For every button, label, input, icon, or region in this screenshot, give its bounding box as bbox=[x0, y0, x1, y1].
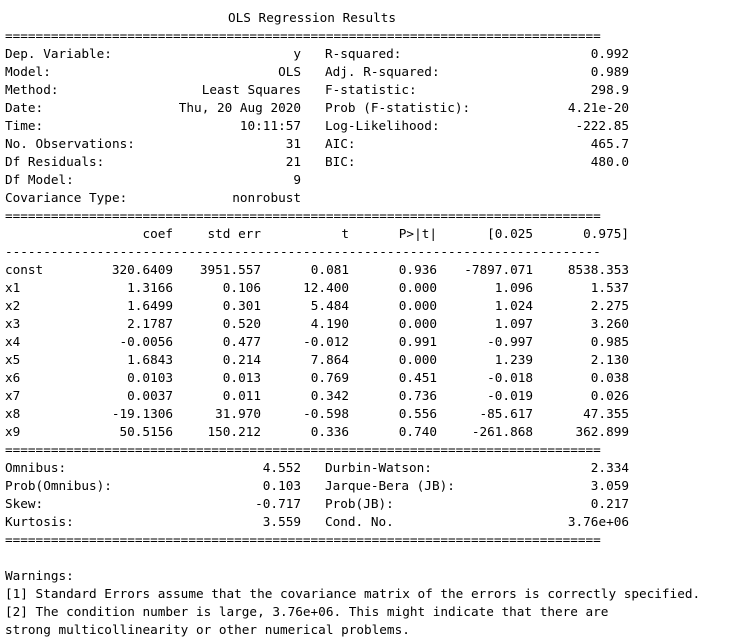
t-cell: 0.081 bbox=[310, 262, 349, 277]
column-header: t bbox=[341, 226, 349, 241]
summary-label: Prob (F-statistic): bbox=[325, 100, 471, 115]
ci-upper-cell: 0.026 bbox=[590, 388, 629, 403]
variable-name: const bbox=[5, 262, 44, 277]
ci-upper-cell: 3.260 bbox=[590, 316, 629, 331]
diagnostic-row bbox=[5, 495, 629, 513]
summary-label: Df Residuals: bbox=[5, 154, 105, 169]
summary-label: Covariance Type: bbox=[5, 190, 128, 205]
diagnostic-value: 3.059 bbox=[590, 478, 629, 493]
column-header: coef bbox=[142, 226, 173, 241]
t-cell: 0.342 bbox=[310, 388, 349, 403]
summary-row bbox=[5, 153, 629, 171]
summary-label: F-statistic: bbox=[325, 82, 417, 97]
summary-row bbox=[5, 189, 629, 207]
ci-upper-cell: 47.355 bbox=[583, 406, 629, 421]
variable-name: x8 bbox=[5, 406, 21, 421]
stderr-cell: 0.011 bbox=[222, 388, 261, 403]
diagnostic-value: 2.334 bbox=[590, 460, 629, 475]
diagnostic-label: Jarque-Bera (JB): bbox=[325, 478, 455, 493]
coef-cell: -0.0056 bbox=[119, 334, 173, 349]
variable-name: x4 bbox=[5, 334, 21, 349]
coef-cell: 320.6409 bbox=[111, 262, 173, 277]
ci-lower-cell: 1.096 bbox=[494, 280, 533, 295]
diagnostic-label: Cond. No. bbox=[325, 514, 394, 529]
table-row bbox=[5, 405, 629, 423]
diagnostic-row bbox=[5, 477, 629, 495]
ci-upper-cell: 0.985 bbox=[590, 334, 629, 349]
summary-value: 31 bbox=[285, 136, 301, 151]
t-cell: 0.336 bbox=[310, 424, 349, 439]
table-header bbox=[5, 225, 629, 243]
summary-row bbox=[5, 171, 629, 189]
table-row bbox=[5, 423, 629, 441]
stderr-cell: 0.013 bbox=[222, 370, 261, 385]
coef-cell: 0.0037 bbox=[127, 388, 173, 403]
pvalue-cell: 0.740 bbox=[398, 424, 437, 439]
pvalue-cell: 0.991 bbox=[398, 334, 437, 349]
summary-value: 4.21e-20 bbox=[567, 100, 629, 115]
diagnostic-label: Kurtosis: bbox=[5, 514, 74, 529]
table-row bbox=[5, 261, 629, 279]
table-row bbox=[5, 333, 629, 351]
pvalue-cell: 0.451 bbox=[398, 370, 437, 385]
coef-cell: -19.1306 bbox=[111, 406, 173, 421]
diagnostic-label: Durbin-Watson: bbox=[325, 460, 432, 475]
pvalue-cell: 0.936 bbox=[398, 262, 437, 277]
summary-value: Least Squares bbox=[201, 82, 301, 97]
summary-label: Df Model: bbox=[5, 172, 74, 187]
t-cell: 7.864 bbox=[310, 352, 349, 367]
warning-line: [2] The condition number is large, 3.76e+06. This might indicate that there are bbox=[5, 604, 609, 619]
column-header: [0.025 bbox=[487, 226, 533, 241]
coef-cell: 2.1787 bbox=[127, 316, 173, 331]
summary-label: R-squared: bbox=[325, 46, 402, 61]
diagnostic-label: Prob(Omnibus): bbox=[5, 478, 112, 493]
summary-row bbox=[5, 117, 629, 135]
t-cell: -0.598 bbox=[303, 406, 349, 421]
table-row bbox=[5, 279, 629, 297]
summary-label: Date: bbox=[5, 100, 44, 115]
summary-label: Time: bbox=[5, 118, 44, 133]
coef-cell: 1.6843 bbox=[127, 352, 173, 367]
ci-upper-cell: 362.899 bbox=[575, 424, 629, 439]
coef-cell: 50.5156 bbox=[119, 424, 173, 439]
variable-name: x7 bbox=[5, 388, 21, 403]
diagnostic-value: 0.217 bbox=[590, 496, 629, 511]
stderr-cell: 0.520 bbox=[222, 316, 261, 331]
ci-lower-cell: -0.019 bbox=[487, 388, 533, 403]
ci-lower-cell: 1.097 bbox=[494, 316, 533, 331]
diagnostic-value: -0.717 bbox=[255, 496, 301, 511]
coef-cell: 0.0103 bbox=[127, 370, 173, 385]
summary-label: Adj. R-squared: bbox=[325, 64, 440, 79]
pvalue-cell: 0.556 bbox=[398, 406, 437, 421]
summary-value: 0.992 bbox=[590, 46, 629, 61]
table-row bbox=[5, 351, 629, 369]
table-row bbox=[5, 297, 629, 315]
diagnostic-label: Prob(JB): bbox=[325, 496, 394, 511]
ci-upper-cell: 1.537 bbox=[590, 280, 629, 295]
summary-label: No. Observations: bbox=[5, 136, 135, 151]
summary-value: 298.9 bbox=[590, 82, 629, 97]
summary-value: OLS bbox=[278, 64, 301, 79]
t-cell: 4.190 bbox=[310, 316, 349, 331]
stderr-cell: 0.477 bbox=[222, 334, 261, 349]
ci-upper-cell: 0.038 bbox=[590, 370, 629, 385]
summary-value: 465.7 bbox=[590, 136, 629, 151]
summary-value: y bbox=[293, 46, 301, 61]
stderr-cell: 150.212 bbox=[207, 424, 261, 439]
variable-name: x1 bbox=[5, 280, 21, 295]
summary-label: Log-Likelihood: bbox=[325, 118, 440, 133]
diagnostic-label: Omnibus: bbox=[5, 460, 67, 475]
table-row bbox=[5, 387, 629, 405]
ci-upper-cell: 8538.353 bbox=[567, 262, 629, 277]
stderr-cell: 0.301 bbox=[222, 298, 261, 313]
diagnostic-value: 3.559 bbox=[262, 514, 301, 529]
ci-lower-cell: -0.018 bbox=[487, 370, 533, 385]
diagnostic-row bbox=[5, 513, 629, 531]
double-rule: ============================================================================== bbox=[5, 208, 601, 223]
summary-value: 21 bbox=[285, 154, 301, 169]
variable-name: x5 bbox=[5, 352, 21, 367]
stderr-cell: 3951.557 bbox=[199, 262, 261, 277]
summary-value: Thu, 20 Aug 2020 bbox=[178, 100, 301, 115]
table-row bbox=[5, 369, 629, 387]
summary-row bbox=[5, 81, 629, 99]
summary-value: 480.0 bbox=[590, 154, 629, 169]
variable-name: x9 bbox=[5, 424, 21, 439]
stderr-cell: 0.106 bbox=[222, 280, 261, 295]
t-cell: -0.012 bbox=[303, 334, 349, 349]
pvalue-cell: 0.000 bbox=[398, 280, 437, 295]
warnings-heading: Warnings: bbox=[5, 568, 74, 583]
t-cell: 12.400 bbox=[303, 280, 349, 295]
stderr-cell: 31.970 bbox=[215, 406, 261, 421]
summary-label: Method: bbox=[5, 82, 59, 97]
ci-lower-cell: -0.997 bbox=[487, 334, 533, 349]
column-header: std err bbox=[207, 226, 261, 241]
variable-name: x2 bbox=[5, 298, 21, 313]
diagnostic-label: Skew: bbox=[5, 496, 44, 511]
diagnostic-value: 4.552 bbox=[262, 460, 301, 475]
variable-name: x3 bbox=[5, 316, 21, 331]
ci-lower-cell: -261.868 bbox=[471, 424, 533, 439]
pvalue-cell: 0.000 bbox=[398, 298, 437, 313]
pvalue-cell: 0.000 bbox=[398, 316, 437, 331]
pvalue-cell: 0.000 bbox=[398, 352, 437, 367]
warning-line: [1] Standard Errors assume that the covariance matrix of the errors is correctly specified. bbox=[5, 586, 701, 601]
pvalue-cell: 0.736 bbox=[398, 388, 437, 403]
stderr-cell: 0.214 bbox=[222, 352, 261, 367]
ci-lower-cell: 1.024 bbox=[494, 298, 533, 313]
summary-label: Dep. Variable: bbox=[5, 46, 112, 61]
summary-row bbox=[5, 135, 629, 153]
summary-value: 10:11:57 bbox=[239, 118, 301, 133]
summary-value: nonrobust bbox=[232, 190, 301, 205]
diagnostic-row bbox=[5, 459, 629, 477]
ci-lower-cell: 1.239 bbox=[494, 352, 533, 367]
summary-label: BIC: bbox=[325, 154, 356, 169]
column-header: P>|t| bbox=[398, 226, 437, 241]
report-title: OLS Regression Results bbox=[228, 10, 397, 25]
single-rule: ------------------------------------------------------------------------------ bbox=[5, 244, 601, 259]
summary-value: -222.85 bbox=[575, 118, 629, 133]
summary-label: Model: bbox=[5, 64, 51, 79]
summary-value: 0.989 bbox=[590, 64, 629, 79]
warning-line: strong multicollinearity or other numerical problems. bbox=[5, 622, 410, 637]
double-rule: ============================================================================== bbox=[5, 442, 601, 457]
diagnostic-value: 0.103 bbox=[262, 478, 301, 493]
summary-value: 9 bbox=[293, 172, 301, 187]
ci-upper-cell: 2.130 bbox=[590, 352, 629, 367]
column-header: 0.975] bbox=[583, 226, 629, 241]
ci-upper-cell: 2.275 bbox=[590, 298, 629, 313]
coef-cell: 1.3166 bbox=[127, 280, 173, 295]
double-rule: ============================================================================== bbox=[5, 28, 601, 43]
summary-row bbox=[5, 63, 629, 81]
summary-row bbox=[5, 45, 629, 63]
coef-cell: 1.6499 bbox=[127, 298, 173, 313]
ci-lower-cell: -7897.071 bbox=[464, 262, 533, 277]
summary-row bbox=[5, 99, 629, 117]
diagnostic-value: 3.76e+06 bbox=[567, 514, 629, 529]
double-rule: ============================================================================== bbox=[5, 532, 601, 547]
ci-lower-cell: -85.617 bbox=[479, 406, 533, 421]
t-cell: 5.484 bbox=[310, 298, 349, 313]
table-row bbox=[5, 315, 629, 333]
t-cell: 0.769 bbox=[310, 370, 349, 385]
summary-label: AIC: bbox=[325, 136, 356, 151]
variable-name: x6 bbox=[5, 370, 21, 385]
